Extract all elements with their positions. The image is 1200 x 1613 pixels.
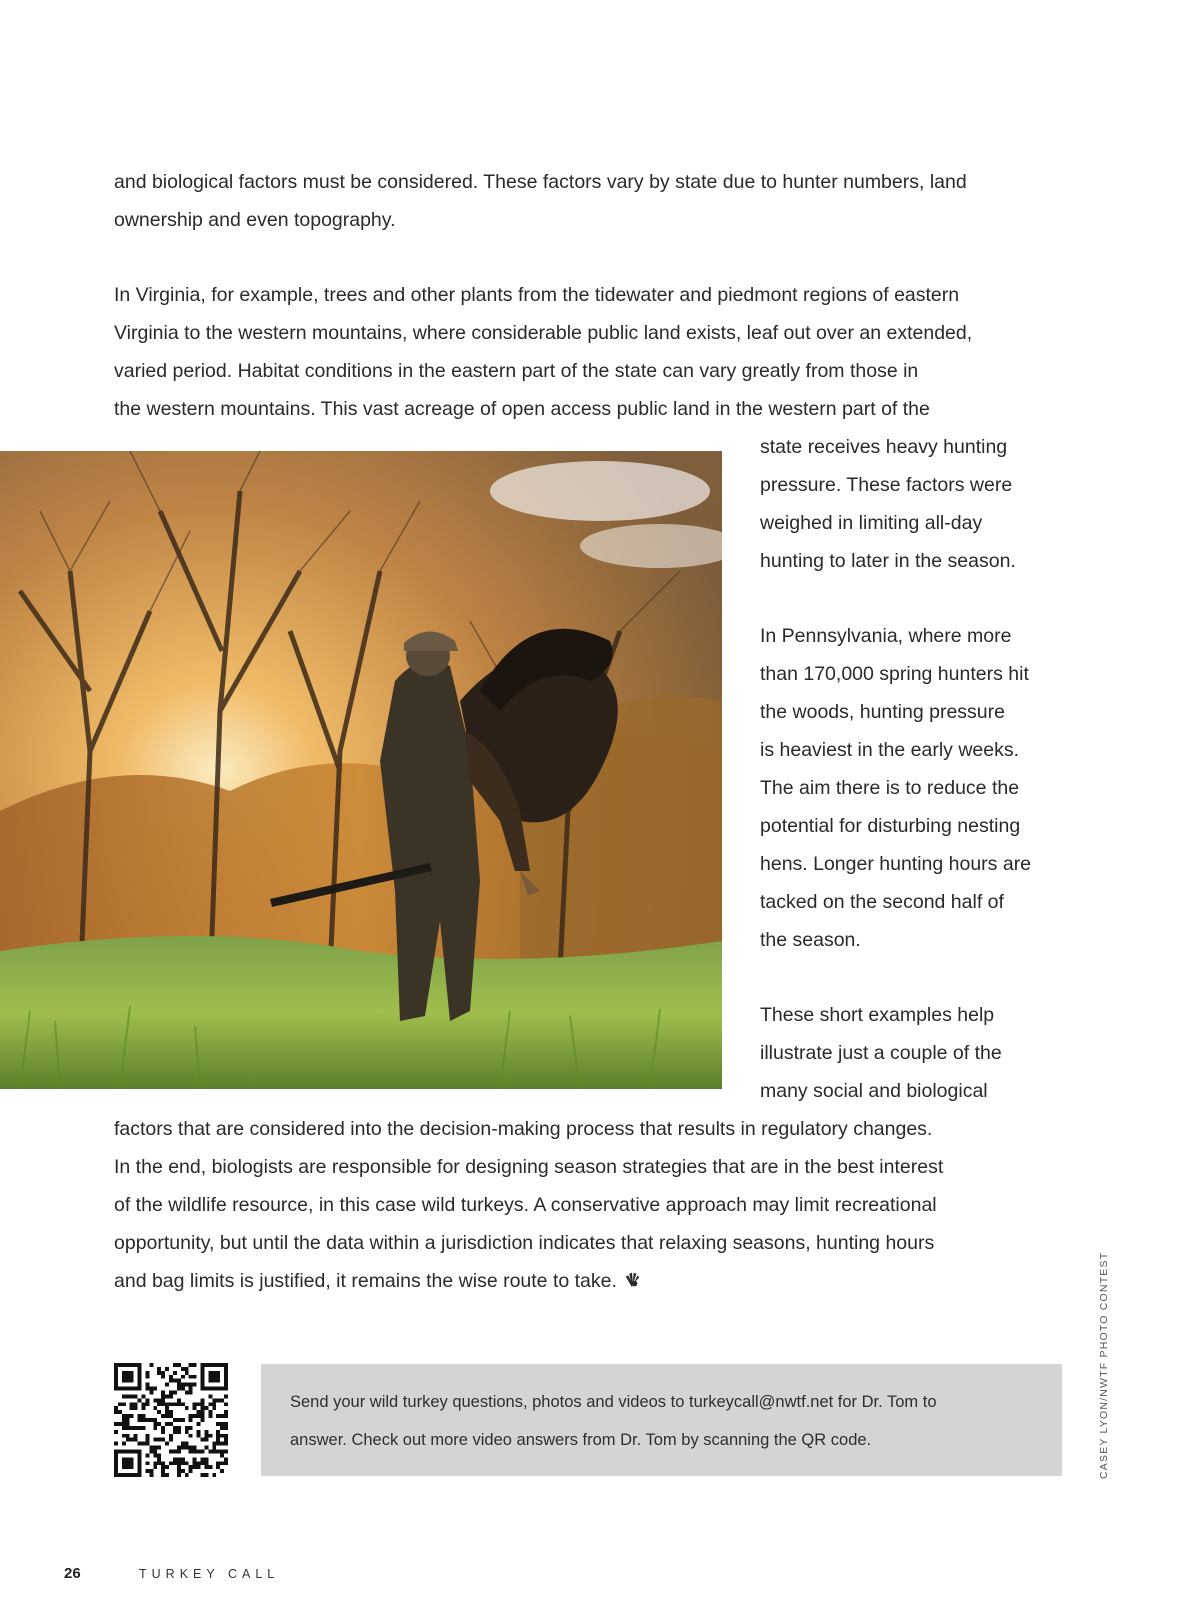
text-line: the woods, hunting pressure xyxy=(760,701,1005,723)
text-line: The aim there is to reduce the xyxy=(760,777,1020,799)
text-line: many social and biological xyxy=(760,1080,988,1102)
paragraph-1 xyxy=(114,163,967,239)
page-number: 26 xyxy=(64,1565,81,1582)
text-line: opportunity, but until the data within a jurisdiction indicates that relaxing seasons, hunting hours xyxy=(114,1232,935,1254)
last-text-line xyxy=(114,1262,943,1300)
text-line: than 170,000 spring hunters hit xyxy=(760,663,1029,685)
hunter-with-turkey-photo xyxy=(0,451,722,1089)
paragraph-4 xyxy=(760,617,1031,959)
qr-code[interactable] xyxy=(114,1363,228,1477)
text-line: factors that are considered into the decision-making process that results in regulatory changes. xyxy=(114,1118,933,1140)
text-line: These short examples help xyxy=(760,1004,995,1026)
text-line: state receives heavy hunting xyxy=(760,436,1008,458)
text-line: ownership and even topography. xyxy=(114,209,396,231)
info-text-line: answer. Check out more video answers from Dr. Tom by scanning the QR code. xyxy=(290,1431,872,1449)
text-line: illustrate just a couple of the xyxy=(760,1042,1002,1064)
text-line: hunting to later in the season. xyxy=(760,550,1016,572)
text-line: pressure. These factors were xyxy=(760,474,1013,496)
text-line: hens. Longer hunting hours are xyxy=(760,853,1032,875)
paragraph-3 xyxy=(760,428,1016,580)
text-line: and bag limits is justified, it remains the wise route to take. xyxy=(114,1270,617,1292)
info-text-line: Send your wild turkey questions, photos and videos to turkeycall@nwtf.net for Dr. Tom to xyxy=(290,1393,937,1411)
info-text xyxy=(290,1383,937,1459)
text-line: potential for disturbing nesting xyxy=(760,815,1021,837)
text-line: In the end, biologists are responsible for designing season strategies that are in the best interest xyxy=(114,1156,944,1178)
text-line: the western mountains. This vast acreage of open access public land in the western part of the xyxy=(114,398,930,420)
text-line: the season. xyxy=(760,929,861,951)
text-line: In Pennsylvania, where more xyxy=(760,625,1012,647)
text-line: varied period. Habitat conditions in the eastern part of the state can vary greatly from those in xyxy=(114,360,919,382)
text-line: is heaviest in the early weeks. xyxy=(760,739,1020,761)
text-line: weighed in limiting all-day xyxy=(760,512,983,534)
paragraph-5 xyxy=(760,996,1002,1110)
text-line: of the wildlife resource, in this case wild turkeys. A conservative approach may limit recreational xyxy=(114,1194,937,1216)
questions-info-box xyxy=(261,1364,1062,1476)
text-line: Virginia to the western mountains, where considerable public land exists, leaf out over an extended, xyxy=(114,322,973,344)
photo-credit: CASEY LYON/NWTF PHOTO CONTEST xyxy=(1098,1251,1110,1479)
magazine-name: TURKEY CALL xyxy=(139,1567,280,1581)
paragraph-6 xyxy=(114,1110,943,1300)
text-line: tacked on the second half of xyxy=(760,891,1004,913)
turkey-fan-icon xyxy=(623,1271,641,1289)
text-line: and biological factors must be considered. These factors vary by state due to hunter numbers, land xyxy=(114,171,967,193)
text-line: In Virginia, for example, trees and other plants from the tidewater and piedmont regions of eastern xyxy=(114,284,960,306)
paragraph-2 xyxy=(114,276,972,428)
